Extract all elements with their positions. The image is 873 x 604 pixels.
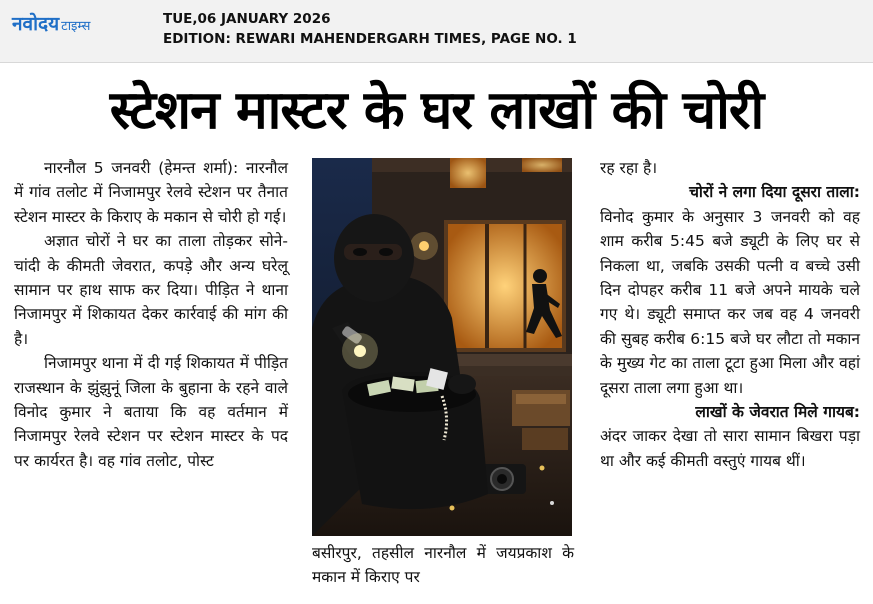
article-paragraph: विनोद कुमार के अनुसार 3 जनवरी को वह शाम करीब 5:45 बजे ड्यूटी के लिए घर से निकला था, जबकि उसकी पत्नी व बच्चे उसी दिन दोपहर करीब 11 बजे अपने मायके चले गए थे। ड्यूटी समाप्त कर जब वह 4 जनवरी की सुबह करीब 6:15 बजे घर लौटा तो मकान के मुख्य गेट का ताला टूटा हुआ मिला और वहां दूसरा ताला लगा हुआ था। <box>600 207 860 397</box>
article-paragraph: नारनौल 5 जनवरी (हेमन्त शर्मा): नारनौल में गांव तलोट में निजामपुर रेलवे स्टेशन पर तैनात स्टेशन मास्टर के किराए के मकान से चोरी हो गई। <box>14 159 288 226</box>
article-paragraph: अज्ञात चोरों ने घर का ताला तोड़कर सोने-चांदी के कीमती जेवरात, कपड़े और अन्य घरेलू सामान पर हाथ साफ कर दिया। पीड़ित ने थाना निजामपुर में शिकायत देकर कार्रवाई की मांग की है। <box>14 232 288 348</box>
article-column-2 <box>312 541 574 590</box>
article-photo <box>312 158 572 536</box>
article-subheading: लाखों के जेवरात मिले गायब: <box>695 403 860 422</box>
newspaper-logo[interactable] <box>12 10 90 34</box>
article-column-3 <box>600 156 860 473</box>
article-headline: स्टेशन मास्टर के घर लाखों की चोरी <box>109 80 764 141</box>
article-column-1 <box>14 156 288 473</box>
burglar-illustration-icon <box>312 158 572 536</box>
article-subheading: चोरों ने लगा दिया दूसरा ताला: <box>689 183 860 202</box>
edition-header <box>0 0 873 63</box>
article-paragraph: रह रहा है। <box>600 159 658 177</box>
logo-sub-text: टाइम्स <box>61 19 91 34</box>
edition-name-page: EDITION: REWARI MAHENDERGARH TIMES, PAGE NO. 1 <box>163 31 577 47</box>
article-paragraph: अंदर जाकर देखा तो सारा सामान बिखरा पड़ा था और कई कीमती वस्तुएं गायब थीं। <box>600 427 860 470</box>
article-paragraph: निजामपुर थाना में दी गई शिकायत में पीड़ित राजस्थान के झुंझुनूं जिला के बुहाना के रहने वाले विनोद कुमार ने बताया कि वह वर्तमान में निजामपुर रेलवे स्टेशन पर स्टेशन मास्टर के पद पर कार्यरत है। वह गांव तलोट, पोस्ट <box>14 354 288 470</box>
edition-date: TUE,06 JANUARY 2026 <box>163 11 331 27</box>
logo-main-text: नवोदय <box>12 13 60 35</box>
article-paragraph: बसीरपुर, तहसील नारनौल में जयप्रकाश के मकान में किराए पर <box>312 544 574 587</box>
edition-meta <box>163 9 577 49</box>
